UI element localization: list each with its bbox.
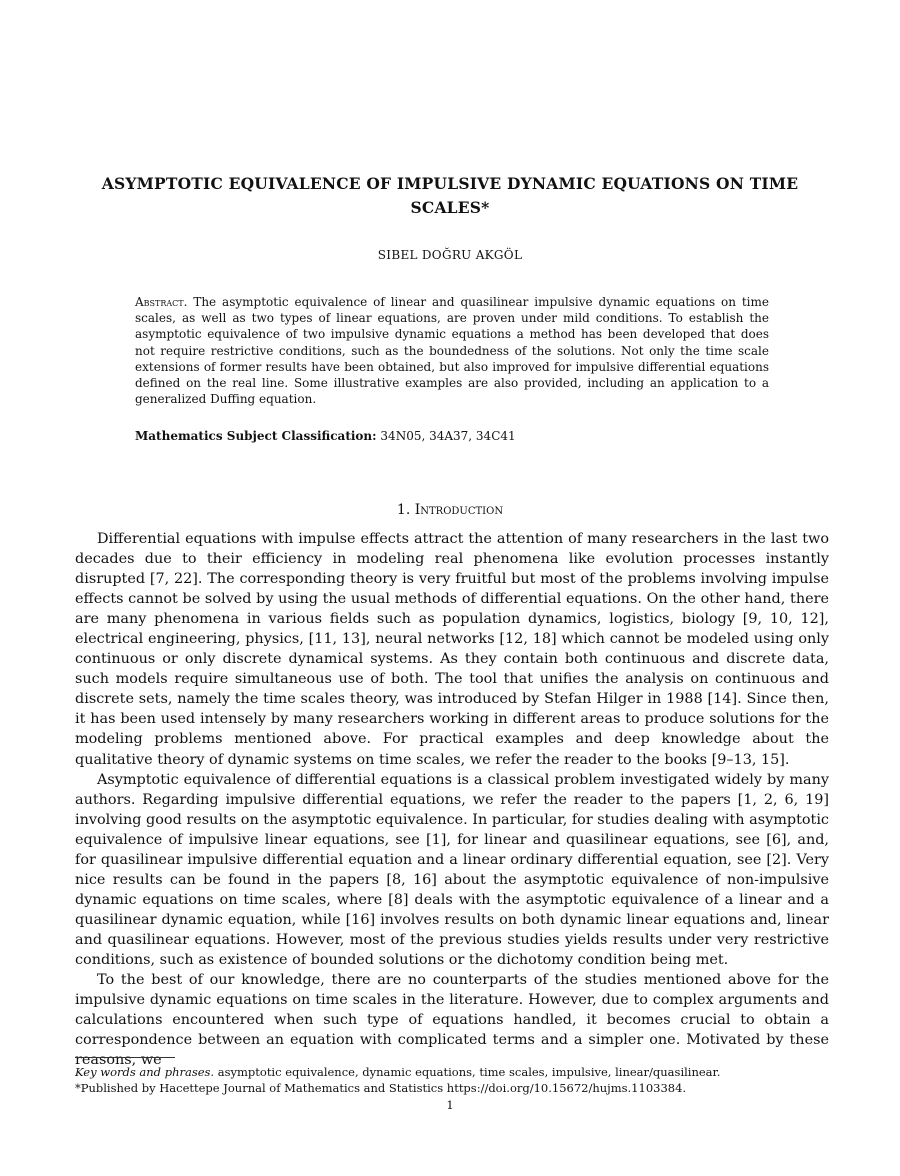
keywords-text: asymptotic equivalence, dynamic equations, time scales, impulsive, linear/quasilinear. xyxy=(217,1065,721,1079)
section-title: Introduction xyxy=(414,502,504,518)
msc-label: Mathematics Subject Classification: xyxy=(135,429,377,443)
footnotes xyxy=(75,1064,829,1096)
msc-codes: 34N05, 34A37, 34C41 xyxy=(380,429,516,443)
page-number: 1 xyxy=(446,1098,454,1112)
abstract-label: Abstract. xyxy=(135,295,188,309)
msc-line xyxy=(135,429,769,443)
abstract-text: The asymptotic equivalence of linear and quasilinear impulsive dynamic equations on time scales, as well as two types of linear equations, are proven under mild conditions. To establish the asymptotic equivalence of two impulsive dynamic equations a method has been developed that does not require restrictive conditions, such as the boundedness of the solutions. Not only the time scale extensions of former results have been obtained, but also improved for impulsive differential equations defined on the real line. Some illustrative examples are also provided, including an application to a generalized Duffing equation. xyxy=(135,295,769,407)
paragraph-3: To the best of our knowledge, there are no counterparts of the studies mentioned above for the impulsive dynamic equations on time scales in the literature. However, due to complex arguments and calculations encountered when such type of equations handled, it becomes crucial to obtain a correspondence between an equation with complicated terms and a simpler one. Motivated by these reasons, we xyxy=(75,972,829,1069)
footnote-rule xyxy=(75,1057,175,1058)
abstract xyxy=(135,294,769,407)
paragraph-2: Asymptotic equivalence of differential equations is a classical problem investigated widely by many authors. Regarding impulsive differential equations, we refer the reader to the papers [1, 2, 6, 19] involving good results on the asymptotic equivalence. In particular, for studies dealing with asymptotic equivalence of impulsive linear equations, see [1], for linear and quasilinear equations, see [6], and, for quasilinear impulsive differential equation and a linear ordinary differential equation, see [2]. Very nice results can be found in the papers [8, 16] about the asymptotic equivalence of non-impulsive dynamic equations on time scales, where [8] deals with the asymptotic equivalence of a linear and a quasilinear dynamic equation, while [16] involves results on both dynamic linear equations and, linear and quasilinear equations. However, most of the previous studies yields results under very restrictive conditions, such as existence of bounded solutions or the dichotomy condition being met. xyxy=(75,771,829,968)
paper-title: ASYMPTOTIC EQUIVALENCE OF IMPULSIVE DYNAMIC EQUATIONS ON TIME SCALES* xyxy=(101,174,799,217)
section-number: 1. xyxy=(396,502,411,518)
author-name: SIBEL DOĞRU AKGÖL xyxy=(377,248,523,262)
paragraph-1: Differential equations with impulse effects attract the attention of many researchers in the last two decades due to their efficiency in modeling real phenomena like evolution processes instantly disrupted [7, 22]. The corresponding theory is very fruitful but most of the problems involving impulse effects cannot be solved by using the usual methods of differential equations. On the other hand, there are many phenomena in various fields such as population dynamics, logistics, biology [9, 10, 12], electrical engineering, physics, [11, 13], neural networks [12, 18] which cannot be modeled using only continuous or only discrete dynamical systems. As they contain both continuous and discrete data, such models require simultaneous use of both. The tool that unifies the analysis on continuous and discrete sets, namely the time scales theory, was introduced by Stefan Hilger in 1988 [14]. Since then, it has been used intensely by many researchers working in different areas to produce solutions for the modeling problems mentioned above. For practical examples and deep knowledge about the qualitative theory of dynamic systems on time scales, we refer the reader to the books [9–13, 15]. xyxy=(75,531,829,768)
body-text xyxy=(75,529,829,1070)
keywords-label: Key words and phrases. xyxy=(75,1065,215,1079)
section-heading xyxy=(0,502,900,518)
footnote-published: *Published by Hacettepe Journal of Mathematics and Statistics https://doi.org/10.15672/hujms.1103384. xyxy=(75,1081,687,1095)
footnote-keywords xyxy=(75,1064,829,1080)
